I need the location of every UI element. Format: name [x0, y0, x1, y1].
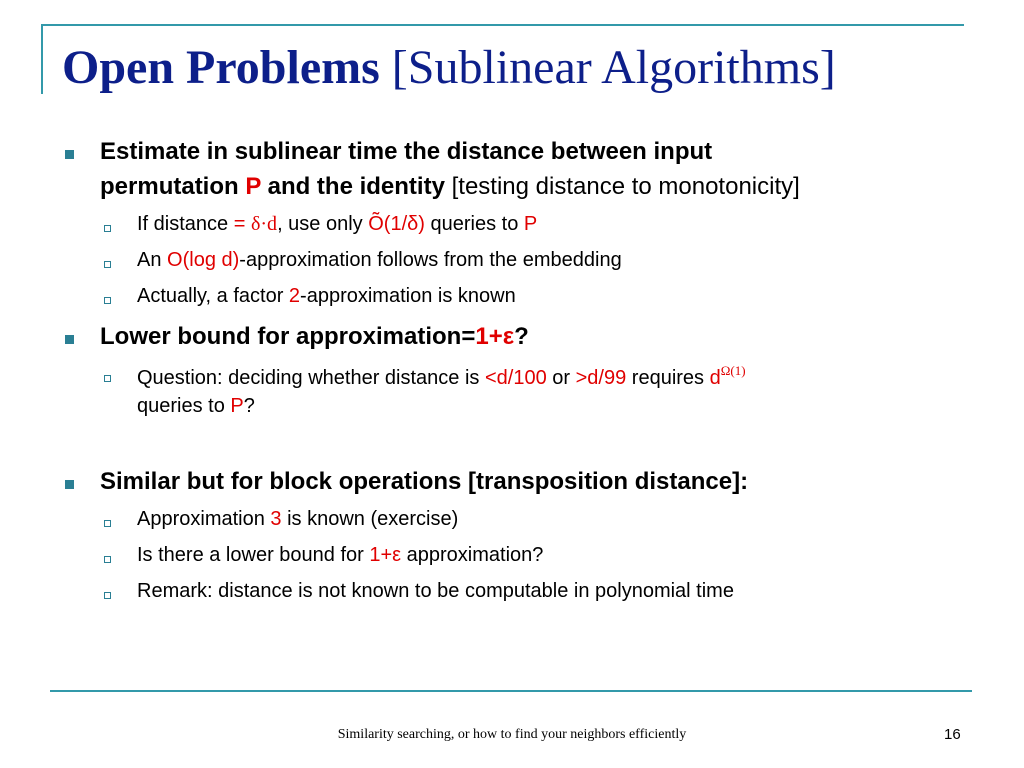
- frame-left-rule: [41, 24, 43, 94]
- bullet-2-sub-1-line-2: queries to P?: [137, 395, 255, 417]
- bullet-square-icon: [65, 480, 74, 489]
- footer-rule: [50, 690, 972, 692]
- sub-bullet-hollow-icon: [104, 261, 111, 268]
- footer-text: Similarity searching, or how to find your neighbors efficiently: [337, 727, 687, 742]
- bullet-2: Lower bound for approximation=1+ε?: [100, 323, 529, 350]
- bullet-1-line-1: Estimate in sublinear time the distance between input: [100, 138, 713, 165]
- page-number: 16: [944, 726, 961, 743]
- sub-bullet-hollow-icon: [104, 520, 111, 527]
- bullet-1-sub-2: An O(log d)-approximation follows from the embedding: [137, 249, 622, 271]
- sub-bullet-hollow-icon: [104, 592, 111, 599]
- sub-bullet-hollow-icon: [104, 225, 111, 232]
- frame-top-rule: [41, 24, 964, 26]
- bullet-3-sub-2: Is there a lower bound for 1+ε approximation?: [137, 544, 544, 566]
- bullet-1-line-2: permutation P and the identity [testing distance to monotonicity]: [100, 173, 800, 200]
- sub-bullet-hollow-icon: [104, 297, 111, 304]
- p-symbol: P: [245, 173, 261, 200]
- bullet-3: Similar but for block operations [transposition distance]:: [100, 468, 749, 495]
- bullet-square-icon: [65, 335, 74, 344]
- bullet-1-sub-3: Actually, a factor 2-approximation is known: [137, 285, 516, 307]
- bullet-square-icon: [65, 150, 74, 159]
- bullet-3-sub-1: Approximation 3 is known (exercise): [137, 508, 459, 530]
- bullet-1-sub-1: If distance = δ·d, use only Õ(1/δ) queries to P: [137, 213, 538, 235]
- bullet-2-sub-1-line-1: Question: deciding whether distance is <d/100 or >d/99 requires $d^{\Omega(1)}$: [137, 363, 746, 389]
- bullet-3-sub-3: Remark: distance is not known to be computable in polynomial time: [137, 580, 734, 602]
- title-bold: Open Problems: [62, 41, 380, 94]
- title-bracket: [Sublinear Algorithms]: [391, 41, 836, 94]
- slide-title: [62, 40, 836, 95]
- sub-bullet-hollow-icon: [104, 556, 111, 563]
- sub-bullet-hollow-icon: [104, 375, 111, 382]
